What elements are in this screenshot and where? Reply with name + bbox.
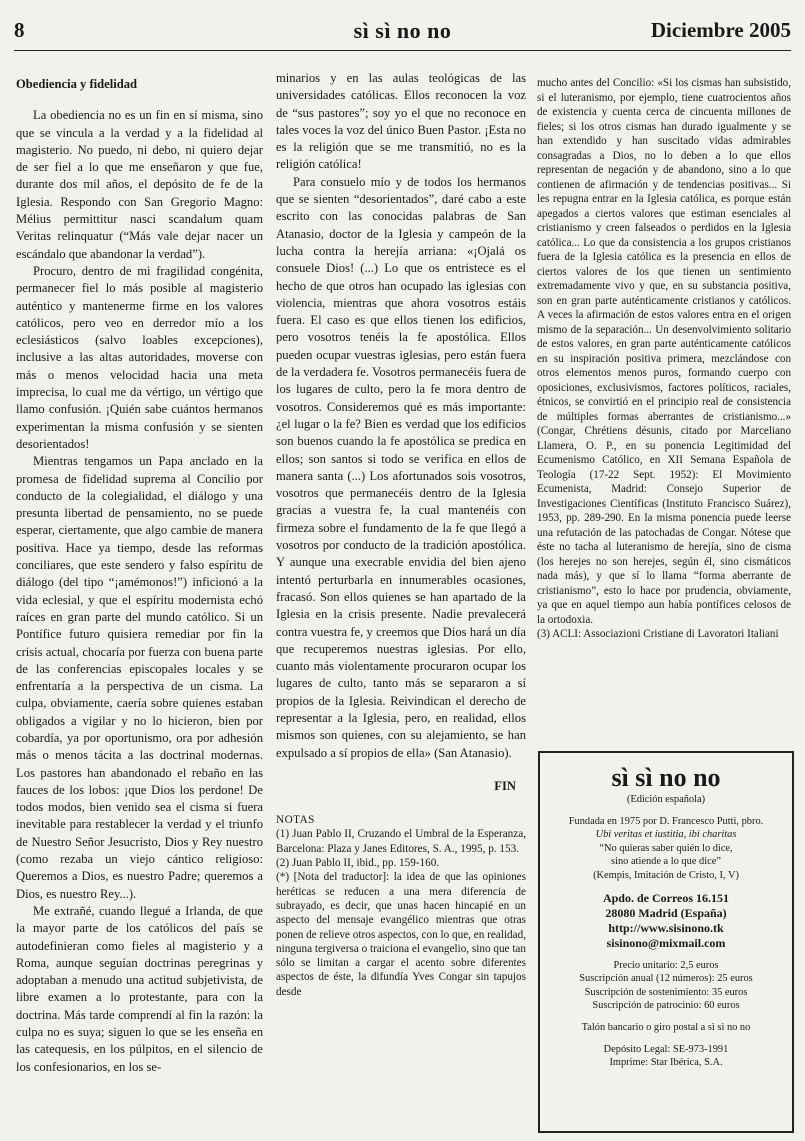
website-link[interactable]: http://www.sisinono.tk — [608, 920, 724, 935]
postal-address: Apdo. de Correos 16.151 — [602, 890, 730, 905]
note-continuation: mucho antes del Concilio: «Si los cismas han subsistido, si el luteranismo, por ejemplo, tiene cuatrocientos años de existencia y cuenta cerca de cincuenta millones de fieles; si los otros cismas han durado igualmente y se han extendido y han suscitado vidas admirables consagradas a Dios, no lo deben a lo que ellos representan de negación y de abandono, sino a lo que contienen de afirmación y de tendencias positivas... Si les repugna entrar en la Iglesia católica, es porque están apegados a ciertos valores que estiman esenciales al cristianismo y creen falseados o perdidos en la Iglesia católica... Lo que da consistencia a los grupos cristianos fuera de la Iglesia católica es la presencia en ellos de ciertos valores de los que tienen un sentimiento extremadamente vivo y que, en su substancia positiva, son en gran parte auténticamente cristianos y católicos. A veces la afirmación de estos valores entra en el origen mismo de la separación... Un desenvolvimiento solitario de estos valores, en gran parte auténticamente católicos en su inspiración positiva primera, mezclándose con otros elementos menos puros, formando cuerpo con oposiciones, exclusivismos, factores políticos, raciales, étnicos, se convirtió en el principio real de consistencia de múltiples formas aberrantes de cristianismo...» (Congar, Chrétiens désunis, citado por Marceliano Llamera, O. P., en su ponencia Legitimidad del Ecumenismo Católico, en XII Semana Española de Teología (17-22 Sept. 1952): El Movimiento Ecumenista, Madrid: Consejo Superior de Investigaciones Científicas (Instituto Francisco Suárez), 1953, pp. 289-290. En la misma ponencia puede leerse una refutación de las patochadas de Congar. Nótese que éste no tacha al luteranismo de herejía, sino de cisma (los herejes no son herejes, según él, sino cismáticos nada más), y que sí lo llama “forma aberrante de cristianismo”, esto lo hace por prudencia, obviamente, ya que en aquel tiempo aun había pontífices celosos de la ortodoxia. — [537, 77, 791, 626]
paragraph: Para consuelo mío y de todos los hermanos que se sienten “desorientados”, daré cabo a este escrito con las conocidas palabras de San Atanasio, doctor de la Iglesia y campeón de la lucha contra la herejía arriana: «¡Ojalá os consuele Dios! (...) Lo que os entristece es el hecho de que otros han ocupado las iglesias con violencia, mientras que ahora vosotros estáis fuera. El caso es que ellos tienen los edificios, pero vosotros tenéis la fe apostólica. Ellos pueden ocupar vuestras iglesias, pero están fuera de la verdadera fe. Vosotros permanecéis fuera de los lugares de culto, pero la fe mora dentro de vosotros. Consideremos qué es más importante: ¿el lugar o la fe? Bien es verdad que los edificios son buenos cuando la fe apostólica se predica en ellos; son santos si todo se verifica en ellos de manera santa (...) Los afortunados sois vosotros, vosotros que permanecéis dentro de la Iglesia gracias a vuestra fe, la cual mantenéis con firmeza sobre el fundamento de la fe que llegó a vosotros por conducto de la tradición apostólica. Y aunque una execrable envidia del bien ajeno intentó perturbarla en innumerables ocasiones, fracasó. Son ellos quienes se han apartado de la Iglesia en la crisis presente. Nadie prevalecerá contra vuestra fe, y creemos que Dios hará un día que recuperemos nuestras iglesias. Por ello, cuanto más violentamente procuraron ocupar los lugares de culto, tanto más se separaron a sí propios de la Iglesia. Reivindican el derecho de representar a la Iglesia, pero, en realidad, ellos mismos son quienes, con su alejamiento, se han expulsado a sí propios de ella» (San Atanasio). — [276, 174, 526, 760]
legal-deposit: Depósito Legal: SE-973-1991 — [603, 1043, 729, 1055]
column-3 — [537, 76, 791, 642]
quote-source: (Kempis, Imitación de Cristo, I, V) — [593, 869, 739, 881]
city: 28080 Madrid (España) — [605, 905, 727, 920]
quote-line: “No quieras saber quién lo dice, — [599, 842, 733, 854]
masthead-title: sì sì no no — [353, 18, 452, 43]
article-heading: Obediencia y fidelidad — [16, 77, 138, 91]
price: Precio unitario: 2,5 euros — [613, 959, 719, 971]
header-rule — [14, 50, 791, 51]
subscription: Suscripción de sostenimiento: 35 euros — [584, 986, 748, 998]
paragraph: Procuro, dentro de mi fragilidad congénita, permanecer fiel lo más posible al magisterio auténtico y mantenerme firme en los valores católicos, pero veo en derredor mío a los eclesiásticos (salvo loables excepciones), inclusive a las altas autoridades, moverse con más o menos velocidad hacia una meta imprecisa, lo cual me da vértigo, un vértigo que llamo confusión. ¡Quién sabe cuántos hermanos experimentan la misma confusión y se sienten desorientados! — [16, 263, 263, 451]
notes-title: NOTAS — [276, 814, 315, 827]
subscription: Suscripción anual (12 números): 25 euros — [579, 973, 753, 985]
subscription: Suscripción de patrocinio: 60 euros — [592, 1000, 740, 1012]
motto: Ubi veritas et iustitia, ibi charitas — [595, 829, 737, 841]
box-title: sì sì no no — [611, 763, 721, 792]
notes-section — [276, 813, 526, 999]
founded: Fundada en 1975 por D. Francesco Putti, pbro. — [568, 815, 764, 827]
paragraph: minarios y en las aulas teológicas de las universidades católicas. Ellos reconocen la voz de “sus pastores”; soy yo el que no reconoce en tales voces la voz del único Buen Pastor. ¡Esta no es la religión que se me transmitió, no es la religión católica! — [276, 71, 526, 172]
paragraph: Me extrañé, cuando llegué a Irlanda, de que la mayor parte de los católicos del país se autodefinieran como fieles al magisterio y a Roma, aunque seguían doctrinas peregrinas y adoptaban a menudo una actitud subjetivista, de libre examen a lo protestante, para con la doctrina. Más tarde comprendí al fin la razón: la culpa no es suya; siguen lo que se les enseña en las catequesis, en los púlpitos, en el silencio de los confesionarios, en los se- — [16, 903, 263, 1074]
printer: Imprime: Star Ibérica, S.A. — [609, 1057, 723, 1069]
paragraph: La obediencia no es un fin en sí misma, sino que se vincula a la verdad y a la fidelidad al magisterio. No puedo, ni debo, ni quiero dejar de ser fiel a lo que me enseñaron y que fue, durante dos mil años, el depósito de fe de la Iglesia. Respondo con San Gregorio Magno: Mélius permittitur nasci scandalum quam Veritas relinquatur (“Más vale dejar nacer un escándalo que abandonar la verdad”). — [16, 108, 263, 261]
note: (1) Juan Pablo II, Cruzando el Umbral de la Esperanza, Barcelona: Plaza y Janes Editores, S. A., 1995, p. 153. — [276, 828, 526, 855]
payment-info: Talón bancario o giro postal a sì sì no no — [581, 1021, 751, 1033]
note: (*) [Nota del traductor]: la idea de que las opiniones heréticas se reducen a una mera diferencia de subrayado, es decir, que unas hacen hincapié en un aspecto del mensaje evangélico mientras que otras ponen de relieve otros aspectos, con lo que, en realidad, ninguna tergiversa o traiciona el evangelio, sino que tan sólo se limitan a cargar el acento sobre diferentes aspectos de éste, la difundía Yves Congar sin tapujos desde — [276, 871, 526, 998]
paragraph: Mientras tengamos un Papa anclado en la promesa de fidelidad suprema al Concilio por conducto de la colegialidad, el diálogo y una presunta libertad de pensamiento, no se puede esperar, ciertamente, que algo cambie de manera positiva. Hace ya tiempo, desde las reformas conciliares, que este sendero y falso espíritu de diálogo (del tipo “¡amémonos!”) inficionó a la vida eclesial, y que el espíritu modernista echó raíces en gran parte del mundo católico. Si un Pontífice futuro quisiera remediar por fin la crisis actual, chocaría por fuerza con buena parte de las conferencias episcopales locales y se enfrentaría a la perspectiva de un cisma. La culpa, obviamente, caería sobre quienes estaban obligados a vigilar y no lo hicieron, bien por cobardía, ya por oportunismo, ora por adhesión más o menos tácita a las doctrinal modernas. Los pastores han abandonado el rebaño en las fauces de los lobos: ¡que Dios los perdone! De todos modos, bien venido sea el cisma si fuera inevitable para restablecer la verdad y el triunfo de Nuestro Señor Jesucristo, Dios y Rey nuestro (como rezaba un viejo cántico religioso: Queremos a Dios, es nuestro Padre; queremos a Dios, es nuestro Rey...). — [16, 454, 263, 901]
note: (3) ACLI: Associazioni Cristiane di Lavoratori Italiani — [537, 628, 779, 640]
note: (2) Juan Pablo II, ibid., pp. 159-160. — [276, 857, 440, 870]
column-1 — [16, 76, 263, 1076]
page-header — [14, 18, 791, 48]
issue-date: Diciembre 2005 — [650, 18, 791, 42]
article-end: FIN — [494, 778, 516, 793]
quote-line: sino atiende a lo que dice” — [611, 856, 721, 868]
edition: (Edición española) — [626, 794, 706, 805]
column-2 — [276, 70, 526, 999]
email-link[interactable]: sisinono@mixmail.com — [606, 935, 726, 950]
masthead-box — [538, 751, 794, 1133]
page-number: 8 — [14, 18, 25, 42]
